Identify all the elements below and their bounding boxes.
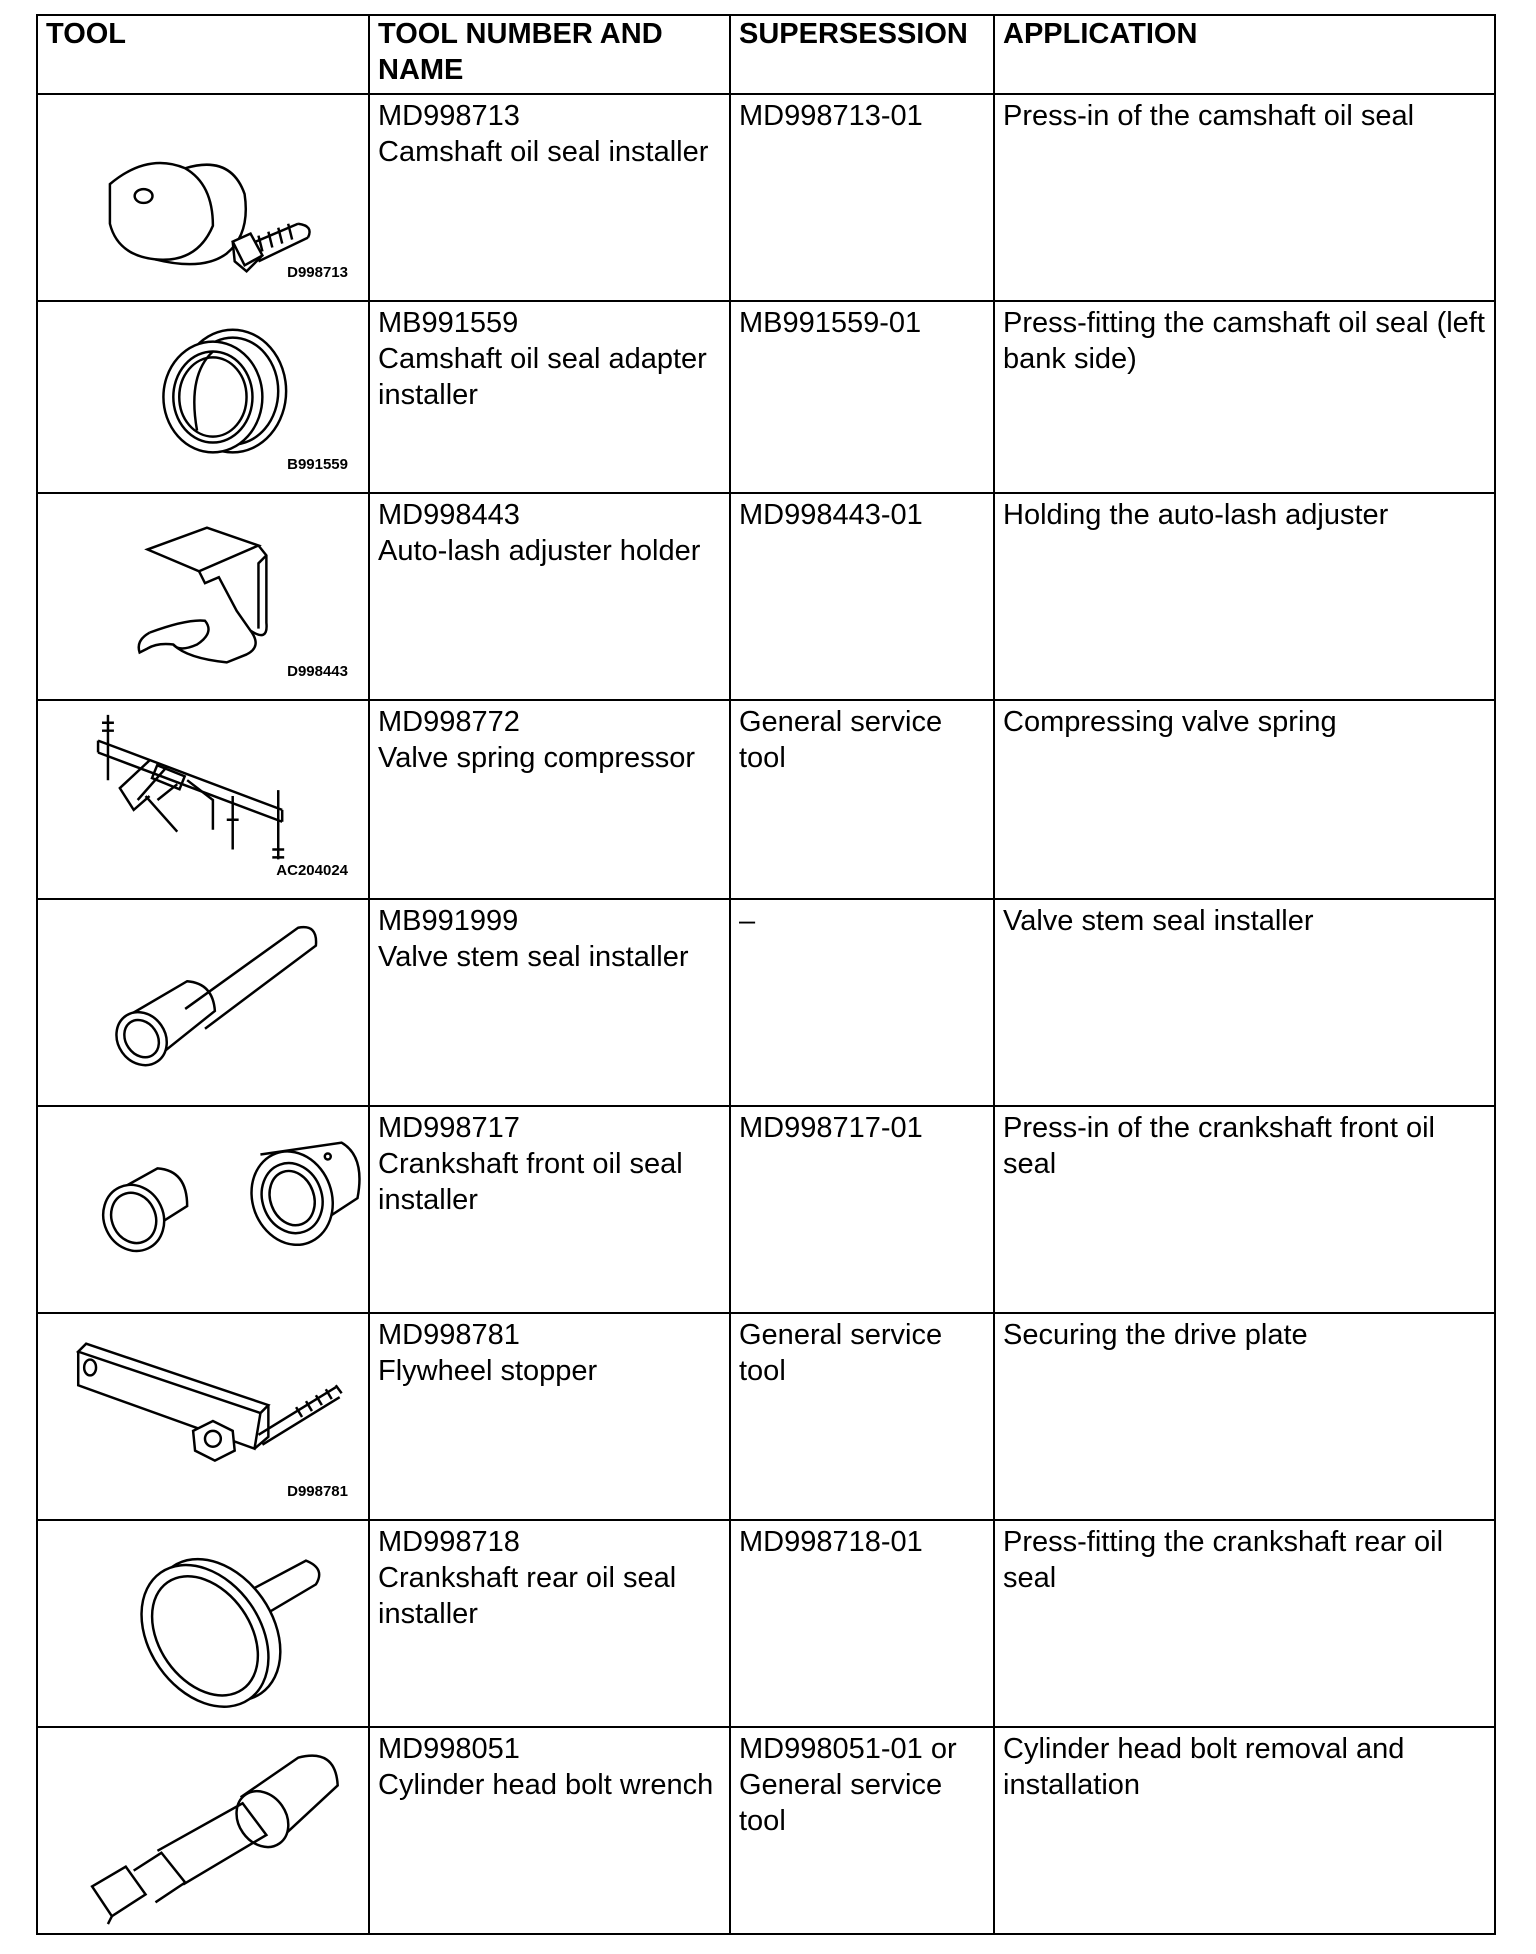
- tool-number-name-cell: [369, 493, 730, 700]
- tool-number-name-cell: [369, 94, 730, 301]
- tool-number: MD998051: [378, 1733, 520, 1765]
- tool-image-cell: [37, 1520, 369, 1727]
- supersession-cell: General service tool: [730, 1313, 994, 1520]
- tool-number: MD998718: [378, 1526, 520, 1558]
- supersession-cell: –: [730, 899, 994, 1106]
- tool-image-code: D998781: [287, 1483, 348, 1500]
- tool-image-cell: [37, 94, 369, 301]
- tool-number-name-cell: [369, 1313, 730, 1520]
- table-row: [37, 1313, 1495, 1520]
- tool-number: MD998781: [378, 1319, 520, 1351]
- tool-number: MB991999: [378, 905, 519, 937]
- tool-image-code: D998713: [287, 264, 348, 281]
- tool-image-cell: [37, 1106, 369, 1313]
- tool-number-name-cell: [369, 1520, 730, 1727]
- valve-stem-seal-installer-icon: [38, 900, 368, 1105]
- application-cell: Valve stem seal installer: [994, 899, 1495, 1106]
- tool-number: MD998713: [378, 100, 520, 132]
- tool-name: Crankshaft rear oil seal installer: [378, 1562, 677, 1630]
- tool-image-cell: [37, 1727, 369, 1934]
- tool-number: MD998443: [378, 499, 520, 531]
- tool-name: Camshaft oil seal adapter installer: [378, 343, 707, 411]
- supersession-cell: MD998443-01: [730, 493, 994, 700]
- tool-name: Valve stem seal installer: [378, 941, 689, 973]
- supersession-cell: MD998717-01: [730, 1106, 994, 1313]
- header-application: APPLICATION: [994, 15, 1495, 94]
- application-cell: Press-fitting the crankshaft rear oil seal: [994, 1520, 1495, 1727]
- tool-name: Auto-lash adjuster holder: [378, 535, 701, 567]
- tool-number-name-cell: [369, 1106, 730, 1313]
- tool-number-name-cell: [369, 899, 730, 1106]
- header-tool: TOOL: [37, 15, 369, 94]
- tool-name: Camshaft oil seal installer: [378, 136, 709, 168]
- tool-name: Valve spring compressor: [378, 742, 695, 774]
- application-cell: Compressing valve spring: [994, 700, 1495, 899]
- supersession-cell: MD998718-01: [730, 1520, 994, 1727]
- tool-image-cell: [37, 301, 369, 493]
- supersession-cell: MD998051-01 or General service tool: [730, 1727, 994, 1934]
- tool-image-code: B991559: [287, 456, 348, 473]
- tool-image-cell: [37, 1313, 369, 1520]
- special-tools-table: [36, 14, 1496, 1935]
- supersession-cell: MD998713-01: [730, 94, 994, 301]
- header-row: [37, 15, 1495, 94]
- tool-number-name-cell: [369, 1727, 730, 1934]
- tool-image-code: D998443: [287, 663, 348, 680]
- table-row: [37, 700, 1495, 899]
- tool-image-cell: [37, 700, 369, 899]
- table-row: [37, 1727, 1495, 1934]
- table-row: [37, 94, 1495, 301]
- table-row: [37, 301, 1495, 493]
- tool-name: Cylinder head bolt wrench: [378, 1769, 714, 1801]
- supersession-cell: General service tool: [730, 700, 994, 899]
- table-row: [37, 493, 1495, 700]
- tool-image-cell: [37, 493, 369, 700]
- header-tool-number-and-name: TOOL NUMBER AND NAME: [369, 15, 730, 94]
- tool-number-name-cell: [369, 700, 730, 899]
- header-supersession: SUPERSESSION: [730, 15, 994, 94]
- crankshaft-front-seal-installer-icon: [38, 1107, 368, 1312]
- table-row: [37, 1520, 1495, 1727]
- tool-name: Flywheel stopper: [378, 1355, 598, 1387]
- application-cell: Press-in of the camshaft oil seal: [994, 94, 1495, 301]
- application-cell: Press-in of the crankshaft front oil seal: [994, 1106, 1495, 1313]
- application-cell: Cylinder head bolt removal and installation: [994, 1727, 1495, 1934]
- tool-name: Crankshaft front oil seal installer: [378, 1148, 683, 1216]
- tool-number: MD998717: [378, 1112, 520, 1144]
- tool-number-name-cell: [369, 301, 730, 493]
- supersession-cell: MB991559-01: [730, 301, 994, 493]
- application-cell: Holding the auto-lash adjuster: [994, 493, 1495, 700]
- crankshaft-rear-seal-installer-icon: [38, 1521, 368, 1726]
- table-row: [37, 1106, 1495, 1313]
- tool-image-cell: [37, 899, 369, 1106]
- cylinder-head-bolt-wrench-icon: [38, 1728, 368, 1933]
- application-cell: Securing the drive plate: [994, 1313, 1495, 1520]
- tool-number: MD998772: [378, 706, 520, 738]
- table-row: [37, 899, 1495, 1106]
- tool-image-code: AC204024: [276, 862, 348, 879]
- application-cell: Press-fitting the camshaft oil seal (left bank side): [994, 301, 1495, 493]
- tool-number: MB991559: [378, 307, 519, 339]
